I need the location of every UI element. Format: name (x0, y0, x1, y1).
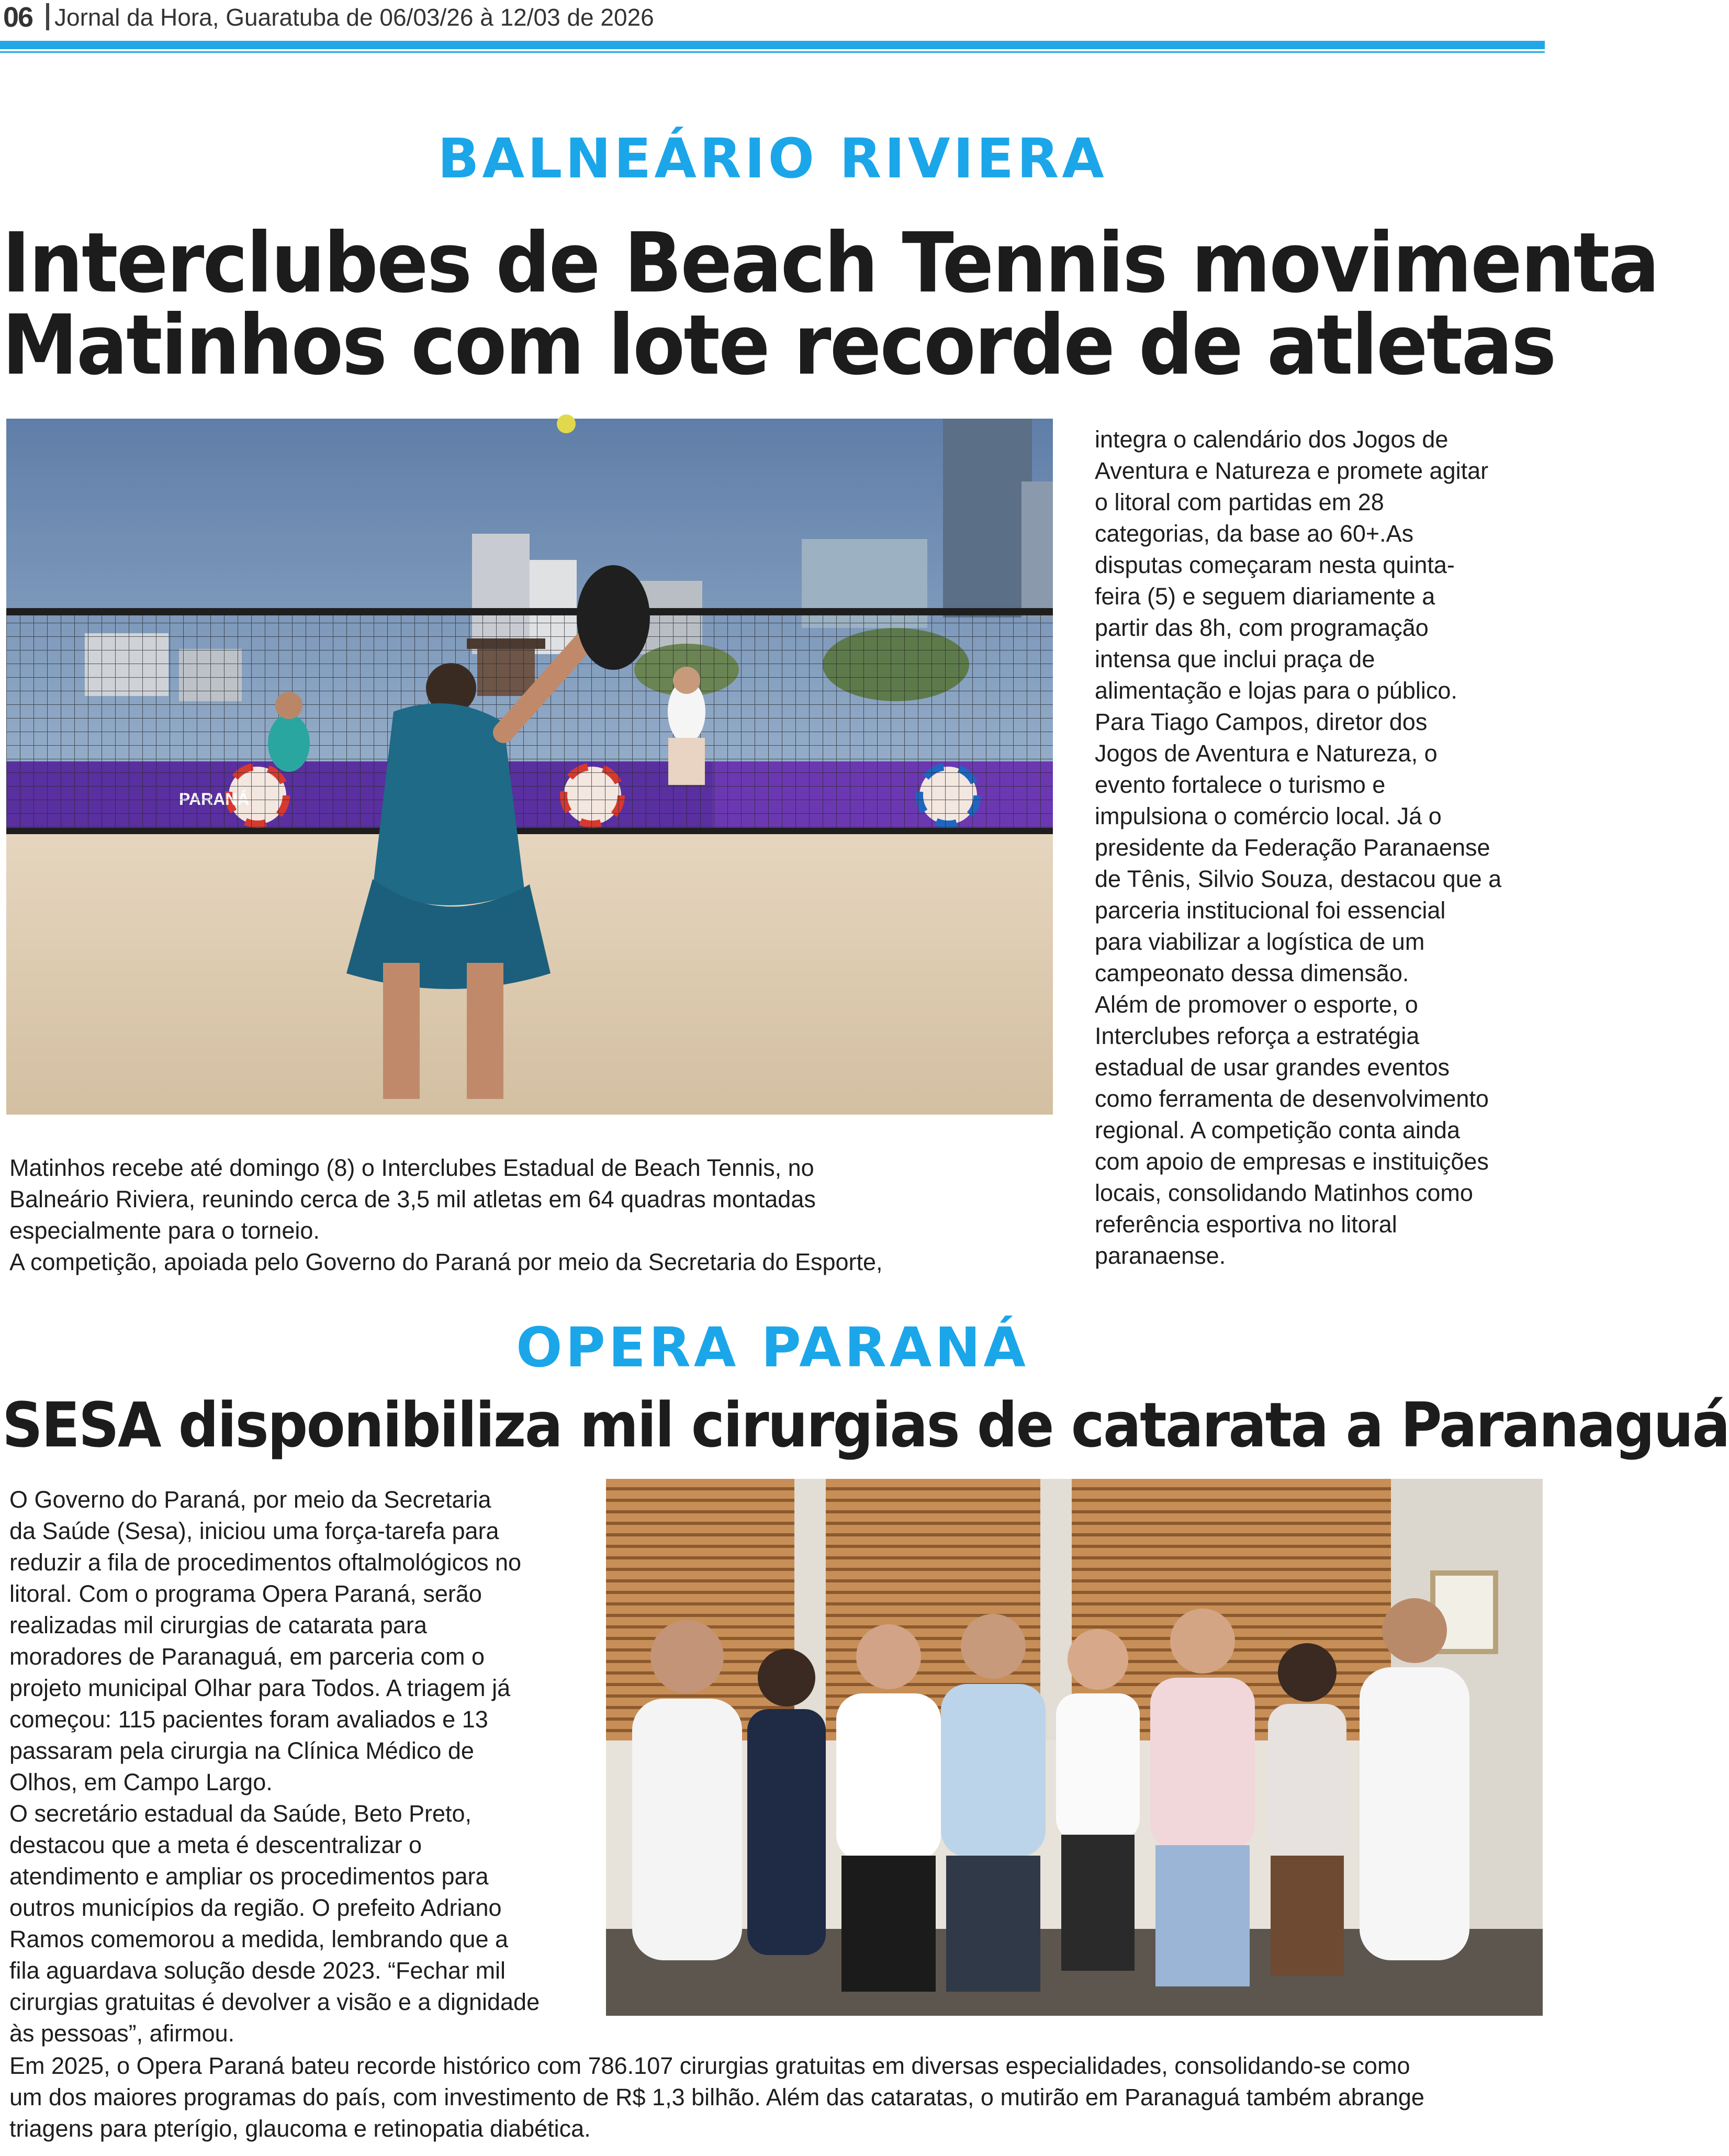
article1-text-left: Matinhos recebe até domingo (8) o Interclubes Estadual de Beach Tennis, no Balneário Riviera, reunindo cerca de 3,5 mil atletas em 64 quadras montadas especialmente para o torneio. A competição, apoiada pelo Governo do Paraná por meio da Secretaria do Esporte, (9, 1154, 883, 1275)
publication-line: Jornal da Hora, Guaratuba de 06/03/26 à 12/03 de 2026 (54, 4, 654, 31)
page-number: 06 (3, 2, 33, 33)
section-kicker-riviera: BALNEÁRIO RIVIERA (437, 127, 1107, 190)
page-header (0, 0, 1545, 37)
section-kicker-opera: OPERA PARANÁ (516, 1316, 1029, 1379)
header-divider (46, 3, 49, 30)
beach-tennis-photo (6, 419, 1053, 1115)
headline-sesa: SESA disponibiliza mil cirurgias de catarata a Paranaguá (2, 1389, 1729, 1461)
headline-beach-tennis-line1: Interclubes de Beach Tennis movimenta (2, 215, 1658, 311)
header-rule (0, 41, 1545, 49)
article2-text-bottom: Em 2025, o Opera Paraná bateu recorde histórico com 786.107 cirurgias gratuitas em diversas especialidades, consolidando-se como um dos maiores programas do país, com investimento de R$ 1,3 bilhão. Além das cataratas, o mutirão em Paranaguá também abrange triagens para pterígio, glaucoma e retinopatia diabética. (9, 2052, 1424, 2142)
headline-beach-tennis-line2: Matinhos com lote recorde de atletas (2, 297, 1555, 394)
header-rule-thin (0, 51, 1545, 53)
group-meeting-photo (606, 1479, 1543, 2016)
article2-text-left: O Governo do Paraná, por meio da Secretaria da Saúde (Sesa), iniciou uma força-tarefa para reduzir a fila de procedimentos oftalmológicos no litoral. Com o programa Opera Paraná, serão realizadas mil cirurgias de catarata para moradores de Paranaguá, em parceria com o projeto municipal Olhar para Todos. A triagem já começou: 115 pacientes foram avaliados e 13 passaram pela cirurgia na Clínica Médico de Olhos, em Campo Largo. O secretário estadual da Saúde, Beto Preto, destacou que a meta é descentralizar o atendimento e ampliar os procedimentos para outros municípios da região. O prefeito Adriano Ramos comemorou a medida, lembrando que a fila aguardava solução desde 2023. “Fechar mil cirurgias gratuitas é devolver a visão e a dignidade às pessoas”, afirmou. (9, 1486, 540, 2047)
article1-text-right: integra o calendário dos Jogos de Aventura e Natureza e promete agitar o litoral com partidas em 28 categorias, da base ao 60+.As disputas começaram nesta quinta- feira (5) e seguem diariamente a partir das 8h, com programação intensa que inclui praça de alimentação e lojas para o público. Para Tiago Campos, diretor dos Jogos de Aventura e Natureza, o evento fortalece o turismo e impulsiona o comércio local. Já o presidente da Federação Paranaense de Tênis, Silvio Souza, destacou que a parceria institucional foi essencial para viabilizar a logística de um campeonato dessa dimensão. Além de promover o esporte, o Interclubes reforça a estratégia estadual de usar grandes eventos como ferramenta de desenvolvimento regional. A competição conta ainda com apoio de empresas e instituições locais, consolidando Matinhos como referência esportiva no litoral paranaense. (1095, 426, 1502, 1269)
